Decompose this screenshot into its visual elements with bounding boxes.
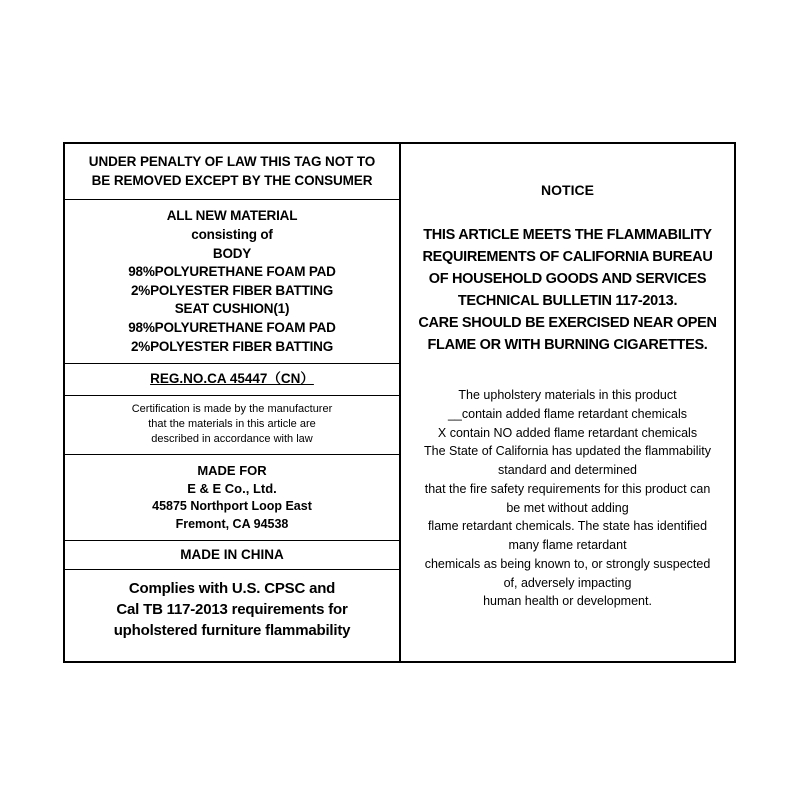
material-line: 98%POLYURETHANE FOAM PAD xyxy=(128,264,336,280)
certification-line: Certification is made by the manufacturer xyxy=(131,402,333,415)
notice-body-line: OF HOUSEHOLD GOODS AND SERVICES xyxy=(428,271,707,288)
material-line: BODY xyxy=(212,245,252,261)
notice-body-line: THIS ARTICLE MEETS THE FLAMMABILITY xyxy=(423,227,712,243)
made-for-section xyxy=(65,455,399,540)
company-city-state-zip: Fremont, CA 94538 xyxy=(175,516,289,531)
material-line: consisting of xyxy=(191,226,273,242)
country-of-origin: MADE IN CHINA xyxy=(180,546,284,562)
notice-body-line: TECHNICAL BULLETIN 117-2013. xyxy=(457,293,678,310)
material-line: 2%POLYESTER FIBER BATTING xyxy=(130,282,334,298)
compliance-section xyxy=(65,570,399,650)
company-name: E & E Co., Ltd. xyxy=(187,481,277,497)
upholstery-line: be met without adding xyxy=(506,500,629,515)
made-for-heading: MADE FOR xyxy=(197,463,267,479)
upholstery-line: many flame retardant xyxy=(508,538,627,553)
compliance-line: upholstered furniture flammability xyxy=(113,621,351,639)
material-line: SEAT CUSHION(1) xyxy=(174,301,290,317)
material-line: 98%POLYURETHANE FOAM PAD xyxy=(128,320,336,335)
made-in-section xyxy=(65,541,399,571)
notice-body xyxy=(411,224,724,356)
notice-body-line: FLAME OR WITH BURNING CIGARETTES. xyxy=(427,337,708,354)
penalty-line: BE REMOVED EXCEPT BY THE CONSUMER xyxy=(91,172,373,188)
upholstery-line: human health or development. xyxy=(483,594,652,609)
care-label-tag xyxy=(63,142,736,663)
upholstery-line-unchecked: __contain added flame retardant chemicals xyxy=(447,406,688,421)
penalty-line: UNDER PENALTY OF LAW THIS TAG NOT TO xyxy=(88,154,376,169)
upholstery-line-checked: X contain NO added flame retardant chemicals xyxy=(437,425,698,440)
upholstery-line: of, adversely impacting xyxy=(503,575,632,590)
upholstery-line: The upholstery materials in this product xyxy=(458,388,677,403)
upholstery-line: flame retardant chemicals. The state has identified xyxy=(427,519,708,534)
registration-number: REG.NO.CA 45447（CN） xyxy=(150,371,314,387)
certification-line: described in accordance with law xyxy=(151,433,313,446)
upholstery-line: The State of California has updated the flammability xyxy=(424,444,711,459)
compliance-line: Complies with U.S. CPSC and xyxy=(128,580,336,598)
upholstery-line: chemicals as being known to, or strongly suspected xyxy=(424,556,711,571)
material-line: 2%POLYESTER FIBER BATTING xyxy=(130,338,334,354)
material-line: ALL NEW MATERIAL xyxy=(166,208,298,224)
upholstery-line: that the fire safety requirements for this product can xyxy=(424,481,711,496)
company-street: 45875 Northport Loop East xyxy=(152,499,312,514)
right-panel xyxy=(401,144,734,661)
notice-title: NOTICE xyxy=(541,182,594,198)
notice-body-line: REQUIREMENTS OF CALIFORNIA BUREAU xyxy=(422,249,713,266)
upholstery-statement xyxy=(411,386,724,611)
upholstery-line: standard and determined xyxy=(498,463,637,478)
certification-statement-section xyxy=(65,396,399,456)
registration-number-section xyxy=(65,364,399,396)
certification-line: that the materials in this article are xyxy=(148,418,316,431)
compliance-line: Cal TB 117-2013 requirements for xyxy=(116,601,348,619)
notice-body-line: CARE SHOULD BE EXERCISED NEAR OPEN xyxy=(418,315,717,332)
penalty-of-law-section xyxy=(65,144,399,200)
left-panel xyxy=(65,144,401,661)
material-content-section xyxy=(65,200,399,364)
